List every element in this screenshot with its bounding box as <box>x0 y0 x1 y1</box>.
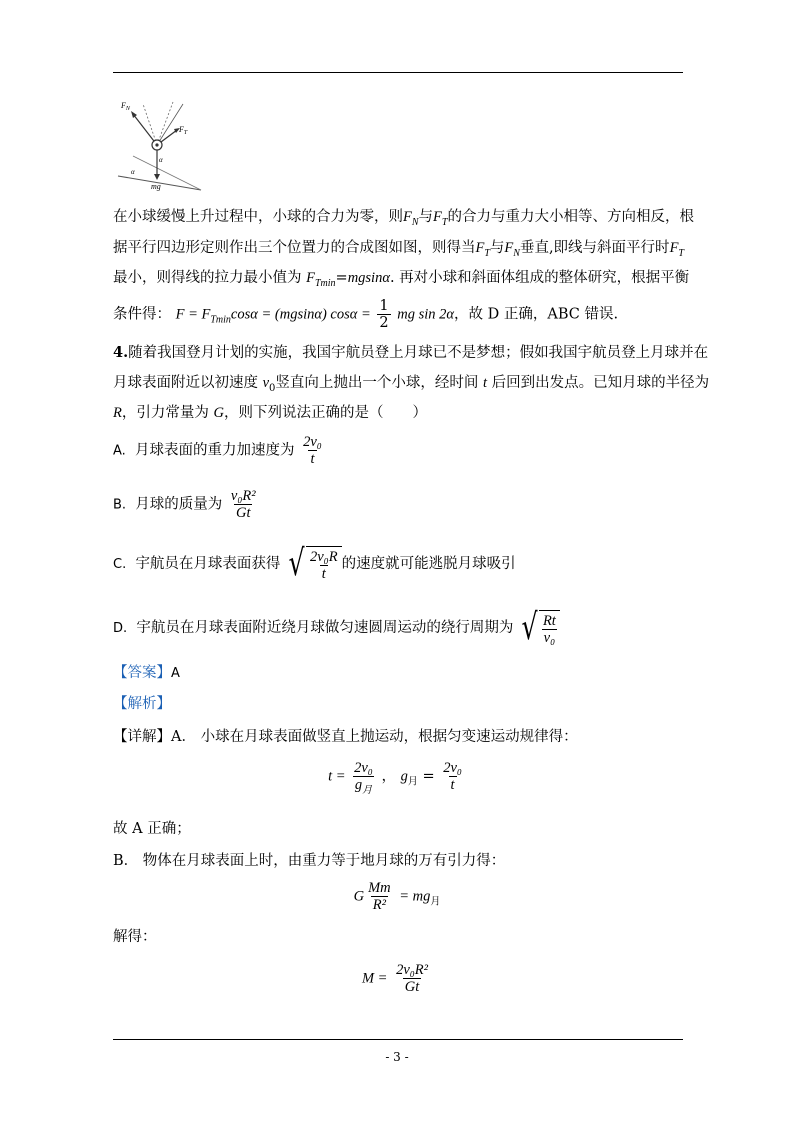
fn-label: $F_N$ <box>121 101 130 112</box>
option-c[interactable]: C. 宇航员在月球表面获得 √ $\frac{\text{2v₀R}}{t}$ 的速度就可能逃脱月球吸引 <box>113 543 516 584</box>
question-line-3: R，引力常量为 G，则下列说法正确的是（ ） <box>113 405 427 421</box>
force-diagram <box>113 96 208 194</box>
option-d[interactable]: D. 宇航员在月球表面附近绕月球做匀速圆周运动的绕行周期为 √ $\frac{Rt}{\text{v₀}}$ <box>113 610 560 646</box>
footer-rule <box>113 1039 683 1040</box>
header-rule <box>113 72 683 73</box>
analysis-line <box>113 693 171 715</box>
question-line-2: 月球表面附近以初速度 $v_0$竖直向上抛出一个小球，经时间 t 后回到出发点。已知月球的半径为 <box>113 375 710 394</box>
equation-2: G $\frac{Mm}{\text{R²}}$ = $mg_月$ <box>353 880 441 913</box>
alpha-label-bottom: α <box>131 168 135 176</box>
incline-side <box>133 156 201 190</box>
option-b[interactable]: B. 月球的质量为 $\frac{\text{v₀R²}}{Gt}$ <box>113 488 256 521</box>
question-line-1: 4.随着我国登月计划的实施，我国宇航员登上月球已不是梦想；假如我国宇航员登上月球并在 <box>113 344 709 361</box>
equation-3: M = $\frac{\text{2v₀R²}}{Gt}$ <box>361 962 429 995</box>
page-number: - 3 - <box>385 1050 409 1064</box>
detail-a-line: 【详解】A． 小球在月球表面做竖直上抛运动，根据匀变速运动规律得： <box>113 729 578 745</box>
detail-b-line: B． 物体在月球表面上时，由重力等于地月球的万有引力得： <box>113 853 506 869</box>
a-conclusion: 故 A 正确； <box>113 821 191 837</box>
option-a[interactable]: A. 月球表面的重力加速度为 $\frac{\text{2v₀}}{t}$ <box>113 434 322 467</box>
fn-arrow <box>133 114 157 145</box>
alpha-label-top: α <box>159 156 163 164</box>
intro-line-2: 据平行四边形定则作出三个位置力的合成图如图，则得当$F_T$与$F_N$垂直,即线与斜面平行时$F_T$ <box>113 240 684 259</box>
intro-line-4: 条件得： $F = F_{Tmin}\cos\alpha = (mgsin\alpha) \cos\alpha$ = $\frac{1}{2}$ mg sin 2α，故 D 正确，ABC 错误. <box>113 298 619 331</box>
solve-label: 解得： <box>113 929 157 945</box>
analysis-tag: 【解析】 <box>113 696 171 712</box>
answer-value: A <box>171 666 180 681</box>
dashed-line-1 <box>143 104 157 145</box>
answer-tag: 【答案】 <box>113 665 171 681</box>
answer-line <box>113 662 180 685</box>
equation-1: t = $\frac{\text{2v₀}}{g_月}$ ， $g_月$ = $\frac{\text{2v₀}}{t}$ <box>328 760 462 796</box>
intro-line-3: 最小，则得线的拉力最小值为 $F_{Tmin}=mgsin\alpha$. 再对小球和斜面体组成的整体研究，根据平衡 <box>113 270 690 289</box>
intro-line-1: 在小球缓慢上升过程中，小球的合力为零，则$F_N$与$F_T$的合力与重力大小相等、方向相反，根 <box>113 209 694 228</box>
ft-label: $F_T$ <box>179 125 188 136</box>
mg-label: mg <box>151 182 161 191</box>
